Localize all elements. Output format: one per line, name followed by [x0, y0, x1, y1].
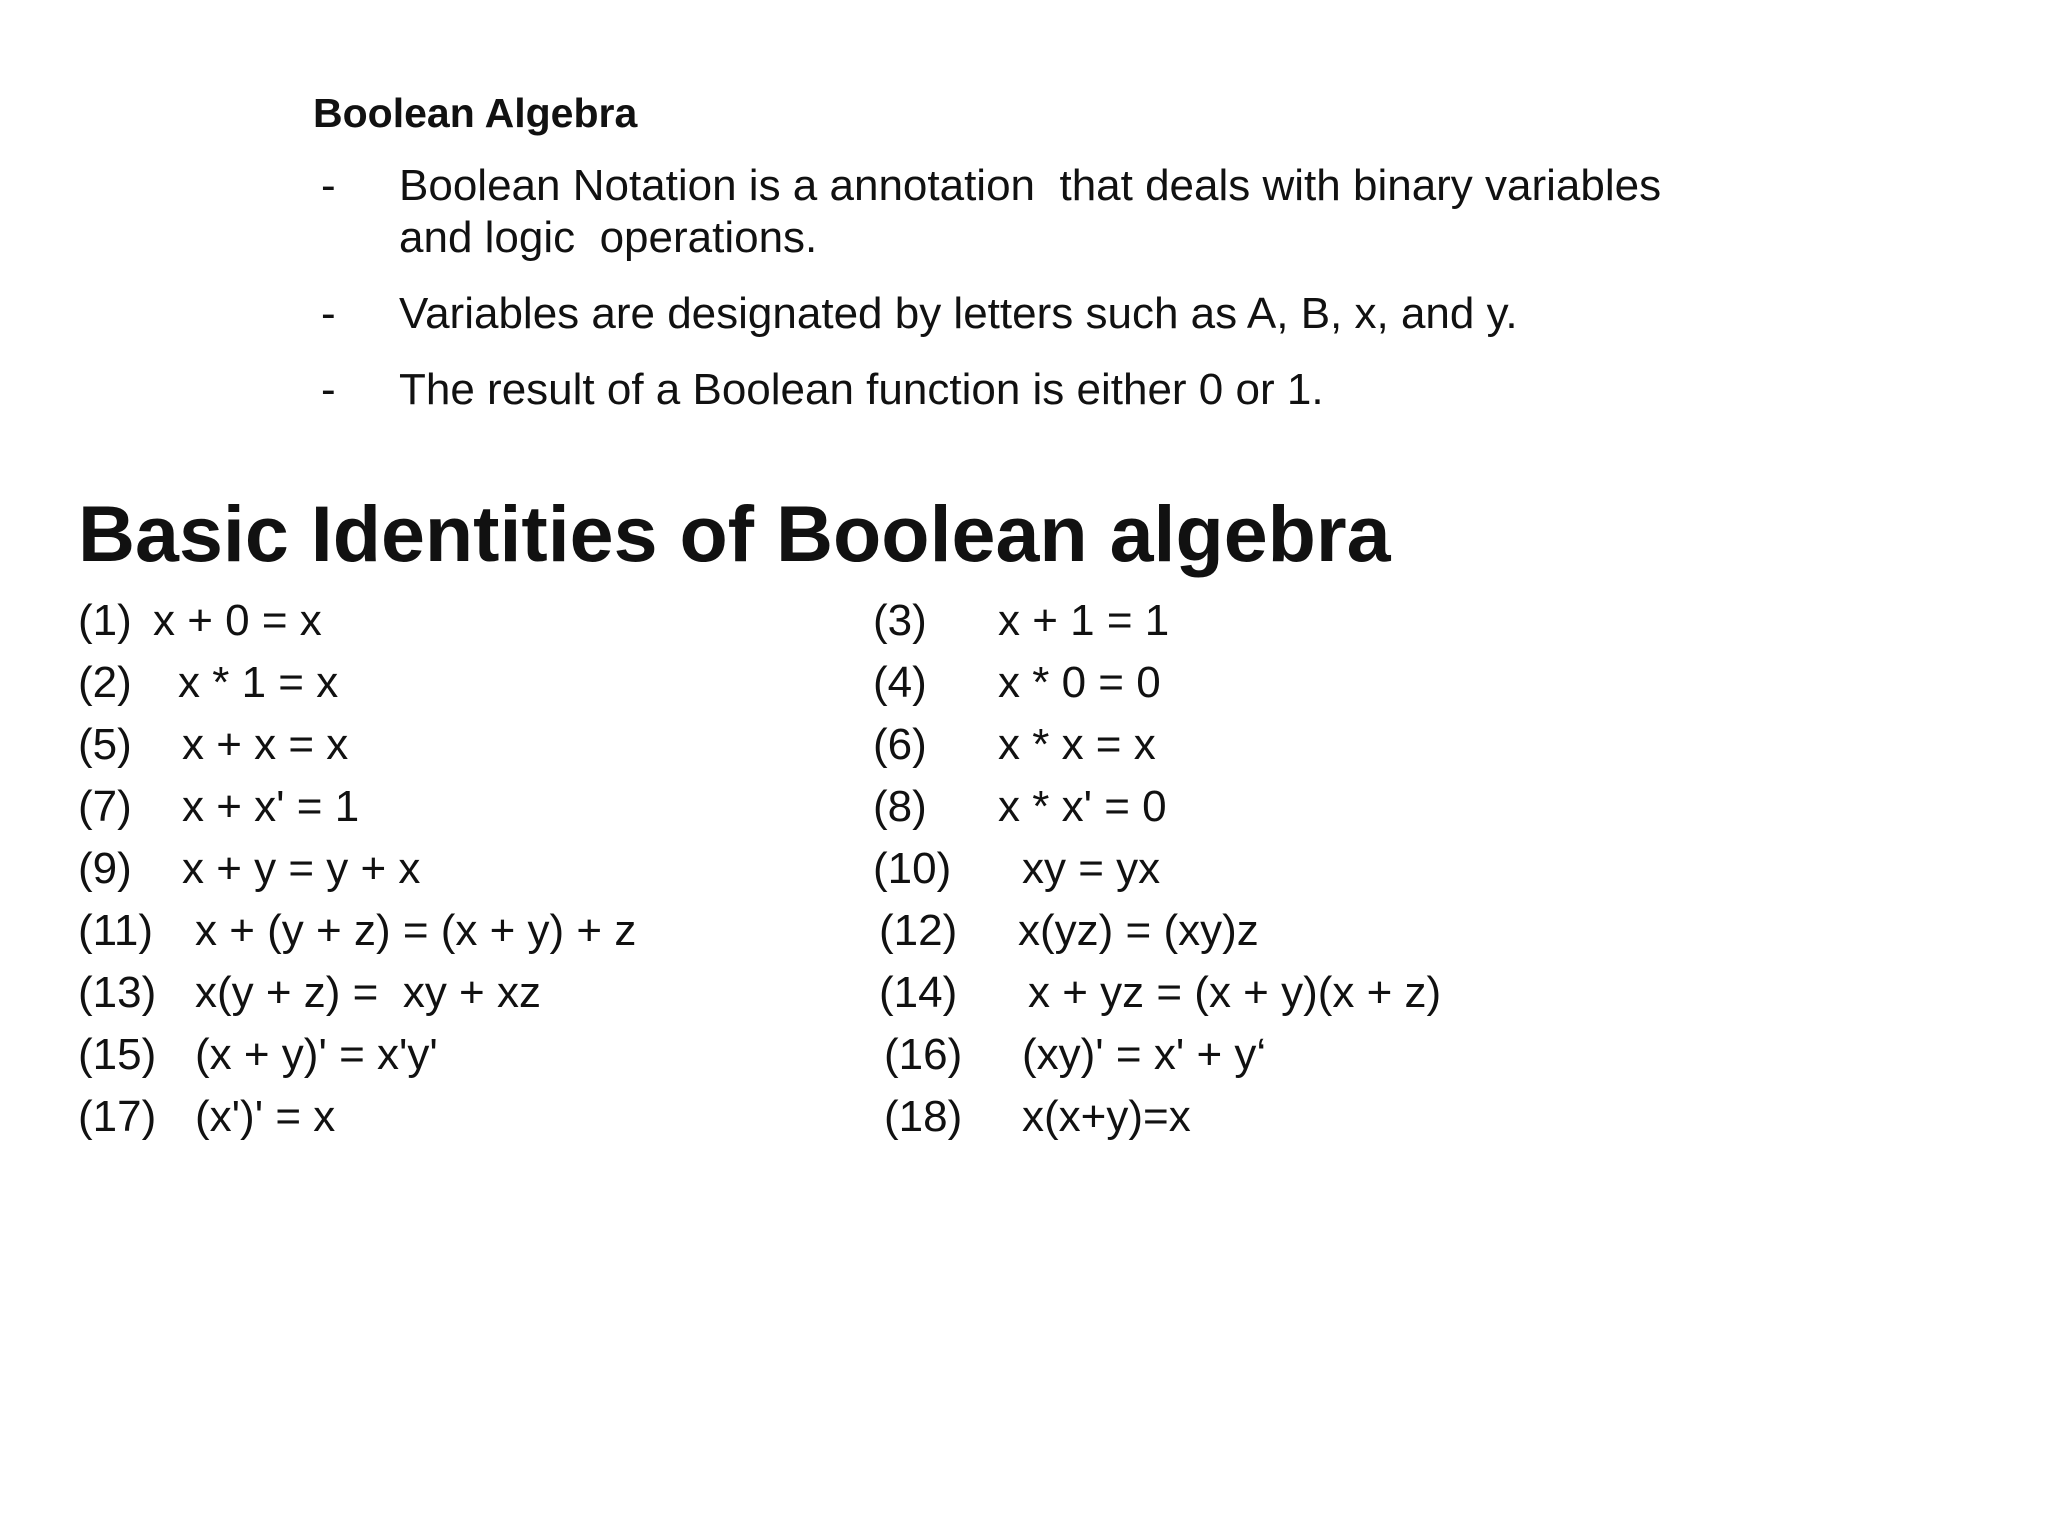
- identity-equation: (x + y)' = x'y': [195, 1030, 438, 1079]
- identity-number: (14): [879, 968, 958, 1017]
- identity-number: (9): [78, 844, 132, 893]
- bullet-dash: -: [321, 289, 336, 338]
- identity-equation: x + x = x: [182, 720, 349, 769]
- identity-row: [78, 1024, 1978, 1086]
- identity-number: (6): [873, 720, 927, 769]
- identity-equation: xy = yx: [1022, 844, 1161, 893]
- identity-row: [78, 1086, 1978, 1148]
- intro-section: [313, 88, 1713, 440]
- identity-equation: x + yz = (x + y)(x + z): [1028, 968, 1442, 1017]
- identity-number: (16): [884, 1030, 963, 1079]
- identity-equation: x(y + z) = xy + xz: [195, 968, 541, 1017]
- identity-row: [78, 652, 1978, 714]
- identity-equation: x(yz) = (xy)z: [1018, 906, 1259, 955]
- identity-row: [78, 838, 1978, 900]
- identity-equation: x(x+y)=x: [1022, 1092, 1191, 1141]
- identity-row: [78, 900, 1978, 962]
- bullet-dash: -: [321, 161, 336, 210]
- identity-number: (8): [873, 782, 927, 831]
- identity-equation: (x')' = x: [195, 1092, 336, 1141]
- identity-row: [78, 776, 1978, 838]
- intro-bullet-list: [313, 160, 1713, 416]
- identity-equation: x * x' = 0: [998, 782, 1167, 831]
- bullet-item: [313, 160, 1713, 264]
- identity-number: (3): [873, 596, 927, 645]
- identity-equation: x + 0 = x: [153, 596, 322, 645]
- identity-row: [78, 714, 1978, 776]
- identity-number: (7): [78, 782, 132, 831]
- bullet-text: The result of a Boolean function is either 0 or 1.: [399, 365, 1324, 414]
- identity-equation: x + 1 = 1: [998, 596, 1170, 645]
- intro-title: Boolean Algebra: [313, 90, 638, 136]
- identity-equation: x + y = y + x: [182, 844, 421, 893]
- bullet-item: [313, 364, 1713, 416]
- identity-equation: x + (y + z) = (x + y) + z: [195, 906, 637, 955]
- identity-number: (17): [78, 1092, 157, 1141]
- identity-row: [78, 590, 1978, 652]
- identity-number: (18): [884, 1092, 963, 1141]
- identity-number: (11): [78, 906, 153, 955]
- identity-number: (5): [78, 720, 132, 769]
- identity-number: (13): [78, 968, 157, 1017]
- identity-equation: x + x' = 1: [182, 782, 360, 831]
- identities-title: Basic Identities of Boolean algebra: [78, 489, 1391, 578]
- identity-list: [78, 590, 1978, 1148]
- bullet-text: Boolean Notation is a annotation that deals with binary variables and logic operations.: [399, 161, 1674, 262]
- identity-equation: x * 0 = 0: [998, 658, 1161, 707]
- identity-number: (1): [78, 596, 132, 645]
- identity-equation: x * 1 = x: [178, 658, 339, 707]
- identity-equation: (xy)' = x' + y‘: [1022, 1030, 1267, 1079]
- identity-row: [78, 962, 1978, 1024]
- bullet-item: [313, 288, 1713, 340]
- identity-number: (12): [879, 906, 958, 955]
- bullet-text: Variables are designated by letters such as A, B, x, and y.: [399, 289, 1518, 338]
- identity-number: (15): [78, 1030, 157, 1079]
- identity-number: (2): [78, 658, 132, 707]
- bullet-dash: -: [321, 365, 336, 414]
- identity-number: (10): [873, 844, 952, 893]
- identity-number: (4): [873, 658, 927, 707]
- identity-equation: x * x = x: [998, 720, 1156, 769]
